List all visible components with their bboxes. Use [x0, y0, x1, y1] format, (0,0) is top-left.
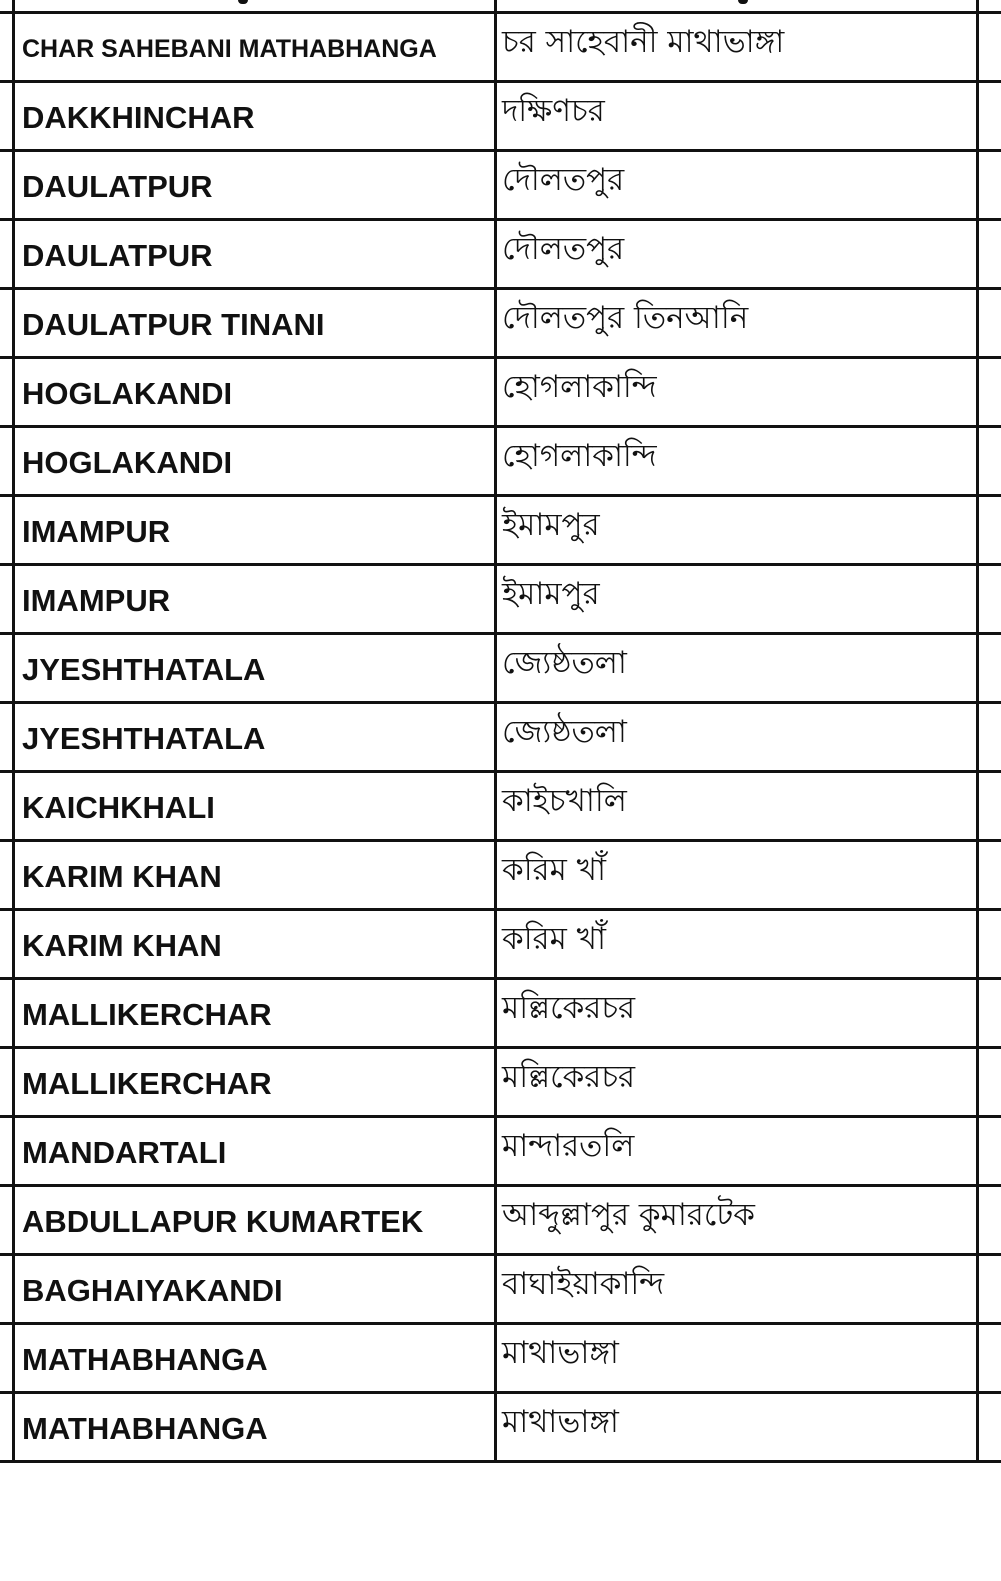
bengali-name-cell: হোগলাকান্দি — [502, 369, 657, 405]
bengali-name-cell: দৌলতপুর — [502, 231, 625, 267]
english-name-cell: KARIM KHAN — [22, 859, 222, 894]
bengali-name-cell: মান্দারতলি — [502, 1128, 635, 1164]
table-row — [0, 1115, 1001, 1184]
english-name-cell: HOGLAKANDI — [22, 376, 233, 411]
table-row — [0, 80, 1001, 149]
bengali-name-cell: আব্দুল্লাপুর কুমারটেক — [502, 1197, 755, 1233]
english-name-cell: JYESHTHATALA — [22, 652, 266, 687]
bengali-name-cell: মাথাভাঙ্গা — [502, 1335, 619, 1371]
header-glyph-fragment — [738, 0, 748, 4]
table-row — [0, 356, 1001, 425]
bengali-name-cell: ইমামপুর — [502, 507, 600, 543]
table-row — [0, 1322, 1001, 1391]
table-row — [0, 563, 1001, 632]
bengali-name-cell: মল্লিকেরচর — [502, 1059, 636, 1095]
english-name-cell: MALLIKERCHAR — [22, 997, 272, 1032]
english-name-cell: DAULATPUR TINANI — [22, 307, 325, 342]
bengali-name-cell: দৌলতপুর — [502, 162, 625, 198]
table-row — [0, 1253, 1001, 1322]
table-row — [0, 632, 1001, 701]
bengali-name-cell: দৌলতপুর তিনআনি — [502, 300, 749, 336]
english-name-cell: CHAR SAHEBANI MATHABHANGA — [22, 34, 437, 63]
bengali-name-cell: হোগলাকান্দি — [502, 438, 657, 474]
bengali-name-cell: মাথাভাঙ্গা — [502, 1404, 619, 1440]
place-name-table — [0, 11, 1001, 1463]
header-glyph-fragment — [238, 0, 248, 4]
table-row — [0, 1391, 1001, 1463]
table-row — [0, 770, 1001, 839]
table-row — [0, 425, 1001, 494]
bengali-name-cell: করিম খাঁ — [502, 921, 607, 957]
bengali-name-cell: জ্যেষ্ঠতলা — [502, 645, 627, 681]
bengali-name-cell: কাইচখালি — [502, 783, 627, 819]
english-name-cell: KAICHKHALI — [22, 790, 215, 825]
bengali-name-cell: জ্যেষ্ঠতলা — [502, 714, 627, 750]
english-name-cell: IMAMPUR — [22, 514, 171, 549]
table-row — [0, 1046, 1001, 1115]
table-row — [0, 218, 1001, 287]
english-name-cell: MALLIKERCHAR — [22, 1066, 272, 1101]
table-row — [0, 977, 1001, 1046]
bengali-name-cell: করিম খাঁ — [502, 852, 607, 888]
bengali-name-cell: মল্লিকেরচর — [502, 990, 636, 1026]
english-name-cell: MANDARTALI — [22, 1135, 227, 1170]
bengali-name-cell: দক্ষিণচর — [502, 93, 605, 129]
table-row — [0, 701, 1001, 770]
english-name-cell: DAKKHINCHAR — [22, 100, 255, 135]
table-row — [0, 149, 1001, 218]
english-name-cell: JYESHTHATALA — [22, 721, 266, 756]
table-row — [0, 287, 1001, 356]
table-row — [0, 494, 1001, 563]
english-name-cell: MATHABHANGA — [22, 1411, 268, 1446]
table-row — [0, 908, 1001, 977]
bengali-name-cell: বাঘাইয়াকান্দি — [502, 1266, 665, 1302]
table-row — [0, 839, 1001, 908]
table-row — [0, 1184, 1001, 1253]
bengali-name-cell: চর সাহেবানী মাথাভাঙ্গা — [502, 24, 785, 60]
english-name-cell: MATHABHANGA — [22, 1342, 268, 1377]
english-name-cell: DAULATPUR — [22, 169, 213, 204]
english-name-cell: BAGHAIYAKANDI — [22, 1273, 283, 1308]
table-row — [0, 11, 1001, 80]
bengali-name-cell: ইমামপুর — [502, 576, 600, 612]
english-name-cell: IMAMPUR — [22, 583, 171, 618]
english-name-cell: HOGLAKANDI — [22, 445, 233, 480]
english-name-cell: KARIM KHAN — [22, 928, 222, 963]
english-name-cell: DAULATPUR — [22, 238, 213, 273]
english-name-cell: ABDULLAPUR KUMARTEK — [22, 1204, 424, 1239]
